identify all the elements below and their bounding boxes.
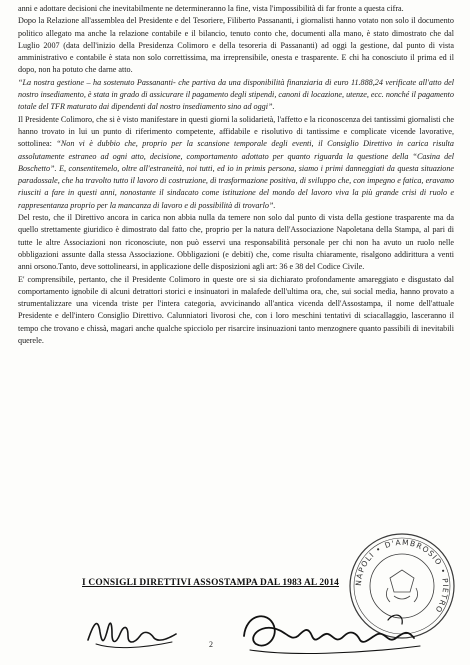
stamp-text: NAPOLI • D'AMBROSIO • PIETRO: [353, 537, 451, 615]
paragraph-colimoro-intro: Il Presidente Colimoro, che si è visto manifestare in questi giorni la solidarietà, l'affetto e la riconoscenza dei tantissimi giornalisti che hanno trovato in lui un punto di riferimento competente, affidabile e risolutivo di tantissime e complicate vicende lavorative, sottolinea:: [18, 114, 454, 149]
body-text: [18, 3, 454, 347]
paragraph-direttivo: Del resto, che il Direttivo ancora in carica non abbia nulla da temere non solo dal punto di vista della gestione trasparente ma da quello strettamente giuridico è dimostrato dal fatto che, proprio per la natura dell'Associazione Napoletana della Stampa, al pari di tutte le altre Associazioni non riconosciute, non può esservi una responsabilità personale per chi non ha avuto un ruolo nelle obbligazioni assunte dalla stessa Associazione. Obbligazioni (e debiti) che, come risulta chiaramente, risalgono addirittura a venti anni orsono.Tanto, deve sottolinearsi, in applicazione delle disposizioni agli art: 36 e 38 del Codice Civile.: [18, 213, 454, 272]
quote-passananti-text: “La nostra gestione – ha sostenuto Passananti- che partiva da una disponibilità finanziaria di euro 11.888,24 verificate all'atto del nostro insediamento, è stata in grado di assicurare il pagamento degli stipendi, canoni di locazione, utenze, ecc. nonché il pagamento totale del TFR maturato dai dipendenti dal nostro insediamento sino ad oggi”.: [18, 77, 454, 112]
page-number: 2: [209, 640, 213, 649]
paragraph-colimoro: [18, 114, 454, 212]
signature-left: [84, 614, 180, 652]
svg-text:NAPOLI • D'AMBROSIO • PIETRO: [354, 538, 450, 615]
signature-right: [238, 606, 428, 660]
paragraph-1: anni e adottare decisioni che inevitabilmente ne determineranno la fine, vista l'impossibilità di far fronte a questa cifra.: [18, 4, 404, 13]
quote-colimoro: “Non vi è dubbio che, proprio per la scansione temporale degli eventi, il Consiglio Direttivo in carica risulta assolutamente estraneo ad ogni atto, decisione, comportamento adottato per quanto riguarda la questione della “Casina del Boschetto”. E, consentitemelo, oltre all'estraneità, noi tutti, ed io in primis persona, siamo i primi danneggiati da questa situazione paradossale, che ha travolto tutto il lavoro di costruzione, di trasformazione positiva, di sviluppo che, con impegno e fatica, eravamo riusciti a fare in questi anni, nonostante il sindacato come istituzione del mondo del lavoro viva la più grande crisi di ruolo e rappresentanza proprio per la mancanza di lavoro e di possibilità di trovarlo”.: [18, 139, 454, 210]
paragraph-closing: E' comprensibile, pertanto, che il Presidente Colimoro in queste ore si sia dichiarato profondamente amareggiato e disgustato dal comportamento ignobile di alcuni detrattori storici e insinuatori in malafede dell'ultima ora, che, sui social media, hanno provato a strumentalizzare una vicenda triste per l'intera categoria, avvicinando all'antica vicenda dell'Assostampa, il nome dell'attuale Presidente e dell'intero Consiglio Direttivo. Calunniatori livorosi che, con i loro meschini tentativi di sciacallaggio, lasceranno il tempo che trovano e chissà, magari anche qualche spicciolo per risarcire insinuazioni tanto menzognere quanto passibili di inevitabili querele.: [18, 274, 454, 346]
footer-title: I CONSIGLI DIRETTIVI ASSOSTAMPA DAL 1983 AL 2014: [82, 578, 339, 588]
paragraph-2: Dopo la Relazione all'assemblea del Presidente e del Tesoriere, Filiberto Passananti, i giornalisti hanno votato non solo il documento politico allegato ma anche la relazione contabile e il bilancio, tenuto conto che, documenti alla mano, è stato dimostrato che dal Luglio 2007 (data dell'inizio della Presidenza Colimoro e della tesoreria di Passananti) ad oggi la gestione, dal punto di vista amministrativo e contabile è stata non solo correttissima, ma irreprensibile, onesta e trasparente. E chi ha conosciuto il prima ed il dopo, non ha potuto che darne atto.: [18, 16, 454, 75]
quote-passananti: [18, 77, 454, 114]
